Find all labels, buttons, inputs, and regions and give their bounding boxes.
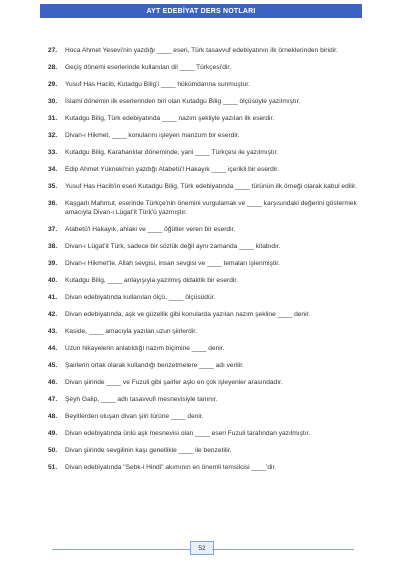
- question-number: 32.: [48, 132, 58, 139]
- question-number: 29.: [48, 81, 58, 88]
- question-number: 48.: [48, 413, 58, 420]
- question-item: [48, 344, 364, 353]
- question-text: Kutadgu Bilig, Karahanlılar döneminde, yani ____ Türkçesi ile yazılmıştır.: [65, 149, 279, 156]
- question-item: [48, 46, 364, 55]
- question-item: [48, 242, 364, 251]
- question-text: Uzun hikayelerin anlatıldığı nazım biçimine ____ denir.: [65, 345, 225, 352]
- page-number: 52: [198, 544, 206, 552]
- question-text: Şeyh Galip, ____ adlı tasavvufi mesnevisiyle tanınır.: [65, 396, 218, 403]
- question-item: [48, 327, 364, 336]
- question-text: Divan-ı Hikmet, ____ konularını işleyen manzum bir eserdir.: [65, 132, 240, 139]
- question-number: 40.: [48, 277, 58, 284]
- question-number: 36.: [48, 200, 58, 207]
- question-text: Hoca Ahmet Yesevi'nin yazdığı ____ eseri, Türk tasavvuf edebiyatının ilk örneklerinden biridir.: [65, 47, 338, 54]
- question-item: [48, 276, 364, 285]
- question-number: 38.: [48, 243, 58, 250]
- question-item: [48, 80, 364, 89]
- header-title: AYT EDEBİYAT DERS NOTLARI: [146, 7, 256, 15]
- page-number-badge: [190, 541, 214, 555]
- question-number: 45.: [48, 362, 58, 369]
- question-item: [48, 412, 364, 421]
- question-item: [48, 378, 364, 387]
- question-item: [48, 148, 364, 157]
- question-text: Divan şiirinde ____ ve Fuzuli gibi şairler aşkı en çok işleyenler arasındadır.: [65, 379, 283, 386]
- question-text: Divan edebiyatında kullanılan ölçü, ____ ölçüsüdür.: [65, 294, 216, 301]
- question-text: Şairlerin ortak olarak kullandığı benzetmelere ____ adı verilir.: [65, 362, 244, 369]
- question-list: [48, 46, 364, 472]
- question-text: Divan-ı Lügat'it Türk, sadece bir sözlük değil aynı zamanda ____ kitabıdır.: [65, 243, 281, 250]
- question-text: Kutadgu Bilig, Türk edebiyatında ____ nazım şekliyle yazılan ilk eserdir.: [65, 115, 275, 122]
- question-item: [48, 429, 364, 438]
- question-number: 34.: [48, 166, 58, 173]
- question-number: 43.: [48, 328, 58, 335]
- question-text: Divan edebiyatında, aşk ve güzellik gibi konularda yazılan nazım şekline ____ denir.: [65, 311, 311, 318]
- question-number: 37.: [48, 226, 58, 233]
- question-text: Kaside, ____ amacıyla yazılan uzun şiirlerdir.: [65, 328, 197, 335]
- question-text: Kaşgarlı Mahmut, eserinde Türkçe'nin önemini vurgulamak ve ____ karşısındaki değerini göstermek amacıyla Divan-ı Lügat'it Türk'ü yazmıştır.: [65, 200, 357, 216]
- question-text: Yusuf Has Hacib'in eseri Kutadgu Bilig, Türk edebiyatında ____ türünün ilk örneği olarak kabul edilir.: [65, 183, 357, 190]
- question-number: 50.: [48, 447, 58, 454]
- question-number: 42.: [48, 311, 58, 318]
- question-text: Divan şiirinde sevgilinin kaşı genellikle ____ ile benzetilir.: [65, 447, 232, 454]
- question-item: [48, 97, 364, 106]
- question-item: [48, 165, 364, 174]
- question-number: 49.: [48, 430, 58, 437]
- question-number: 35.: [48, 183, 58, 190]
- footer-divider-right: [212, 549, 354, 550]
- question-text: Divan edebiyatında ünlü aşk mesnevisi olan ____ eseri Fuzuli tarafından yazılmıştır.: [65, 430, 311, 437]
- question-number: 27.: [48, 47, 58, 54]
- question-number: 33.: [48, 149, 58, 156]
- question-item: [48, 310, 364, 319]
- question-item: [48, 293, 364, 302]
- question-number: 41.: [48, 294, 58, 301]
- question-item: [48, 259, 364, 268]
- question-text: Geçiş dönemi eserlerinde kullanılan dil ____ Türkçesi'dir.: [65, 64, 232, 71]
- question-text: İslami dönemin ilk eserlerinden biri olan Kutadgu Bilig ____ ölçüsüyle yazılmıştır.: [65, 98, 301, 105]
- question-number: 31.: [48, 115, 58, 122]
- question-item: [48, 182, 364, 191]
- question-text: Kutadgu Bilig, ____ anlayışıyla yazılmış didaktik bir eserdir.: [65, 277, 238, 284]
- question-text: Beyitlerden oluşan divan şiiri türüne ____ denir.: [65, 413, 204, 420]
- question-item: [48, 463, 364, 472]
- question-text: Yusuf Has Hacib, Kutadgu Bilig'i ____ hükümdarına sunmuştur.: [65, 81, 250, 88]
- question-item: [48, 63, 364, 72]
- question-text: Atabetü'l Hakayık, ahlaki ve ____ öğütler veren bir eserdir.: [65, 226, 236, 233]
- question-number: 30.: [48, 98, 58, 105]
- question-item: [48, 114, 364, 123]
- question-text: Edip Ahmet Yükneki'nin yazdığı Atabetü'l Hakayık ____ içerikli bir eserdir.: [65, 166, 279, 173]
- question-text: Divan-ı Hikmet'te, Allah sevgisi, insan sevgisi ve ____ temaları işlenmiştir.: [65, 260, 280, 267]
- question-number: 44.: [48, 345, 58, 352]
- question-number: 51.: [48, 464, 58, 471]
- header-title-band: [40, 4, 362, 18]
- question-item: [48, 131, 364, 140]
- question-item: [48, 395, 364, 404]
- question-number: 39.: [48, 260, 58, 267]
- question-number: 28.: [48, 64, 58, 71]
- question-number: 47.: [48, 396, 58, 403]
- footer-divider-left: [52, 549, 194, 550]
- question-item: [48, 361, 364, 370]
- question-item: [48, 225, 364, 234]
- question-item: [48, 199, 364, 217]
- question-item: [48, 446, 364, 455]
- question-number: 46.: [48, 379, 58, 386]
- question-text: Divan edebiyatında "Sebk-i Hindi" akımının en önemli temsilcisi ____'dir.: [65, 464, 277, 471]
